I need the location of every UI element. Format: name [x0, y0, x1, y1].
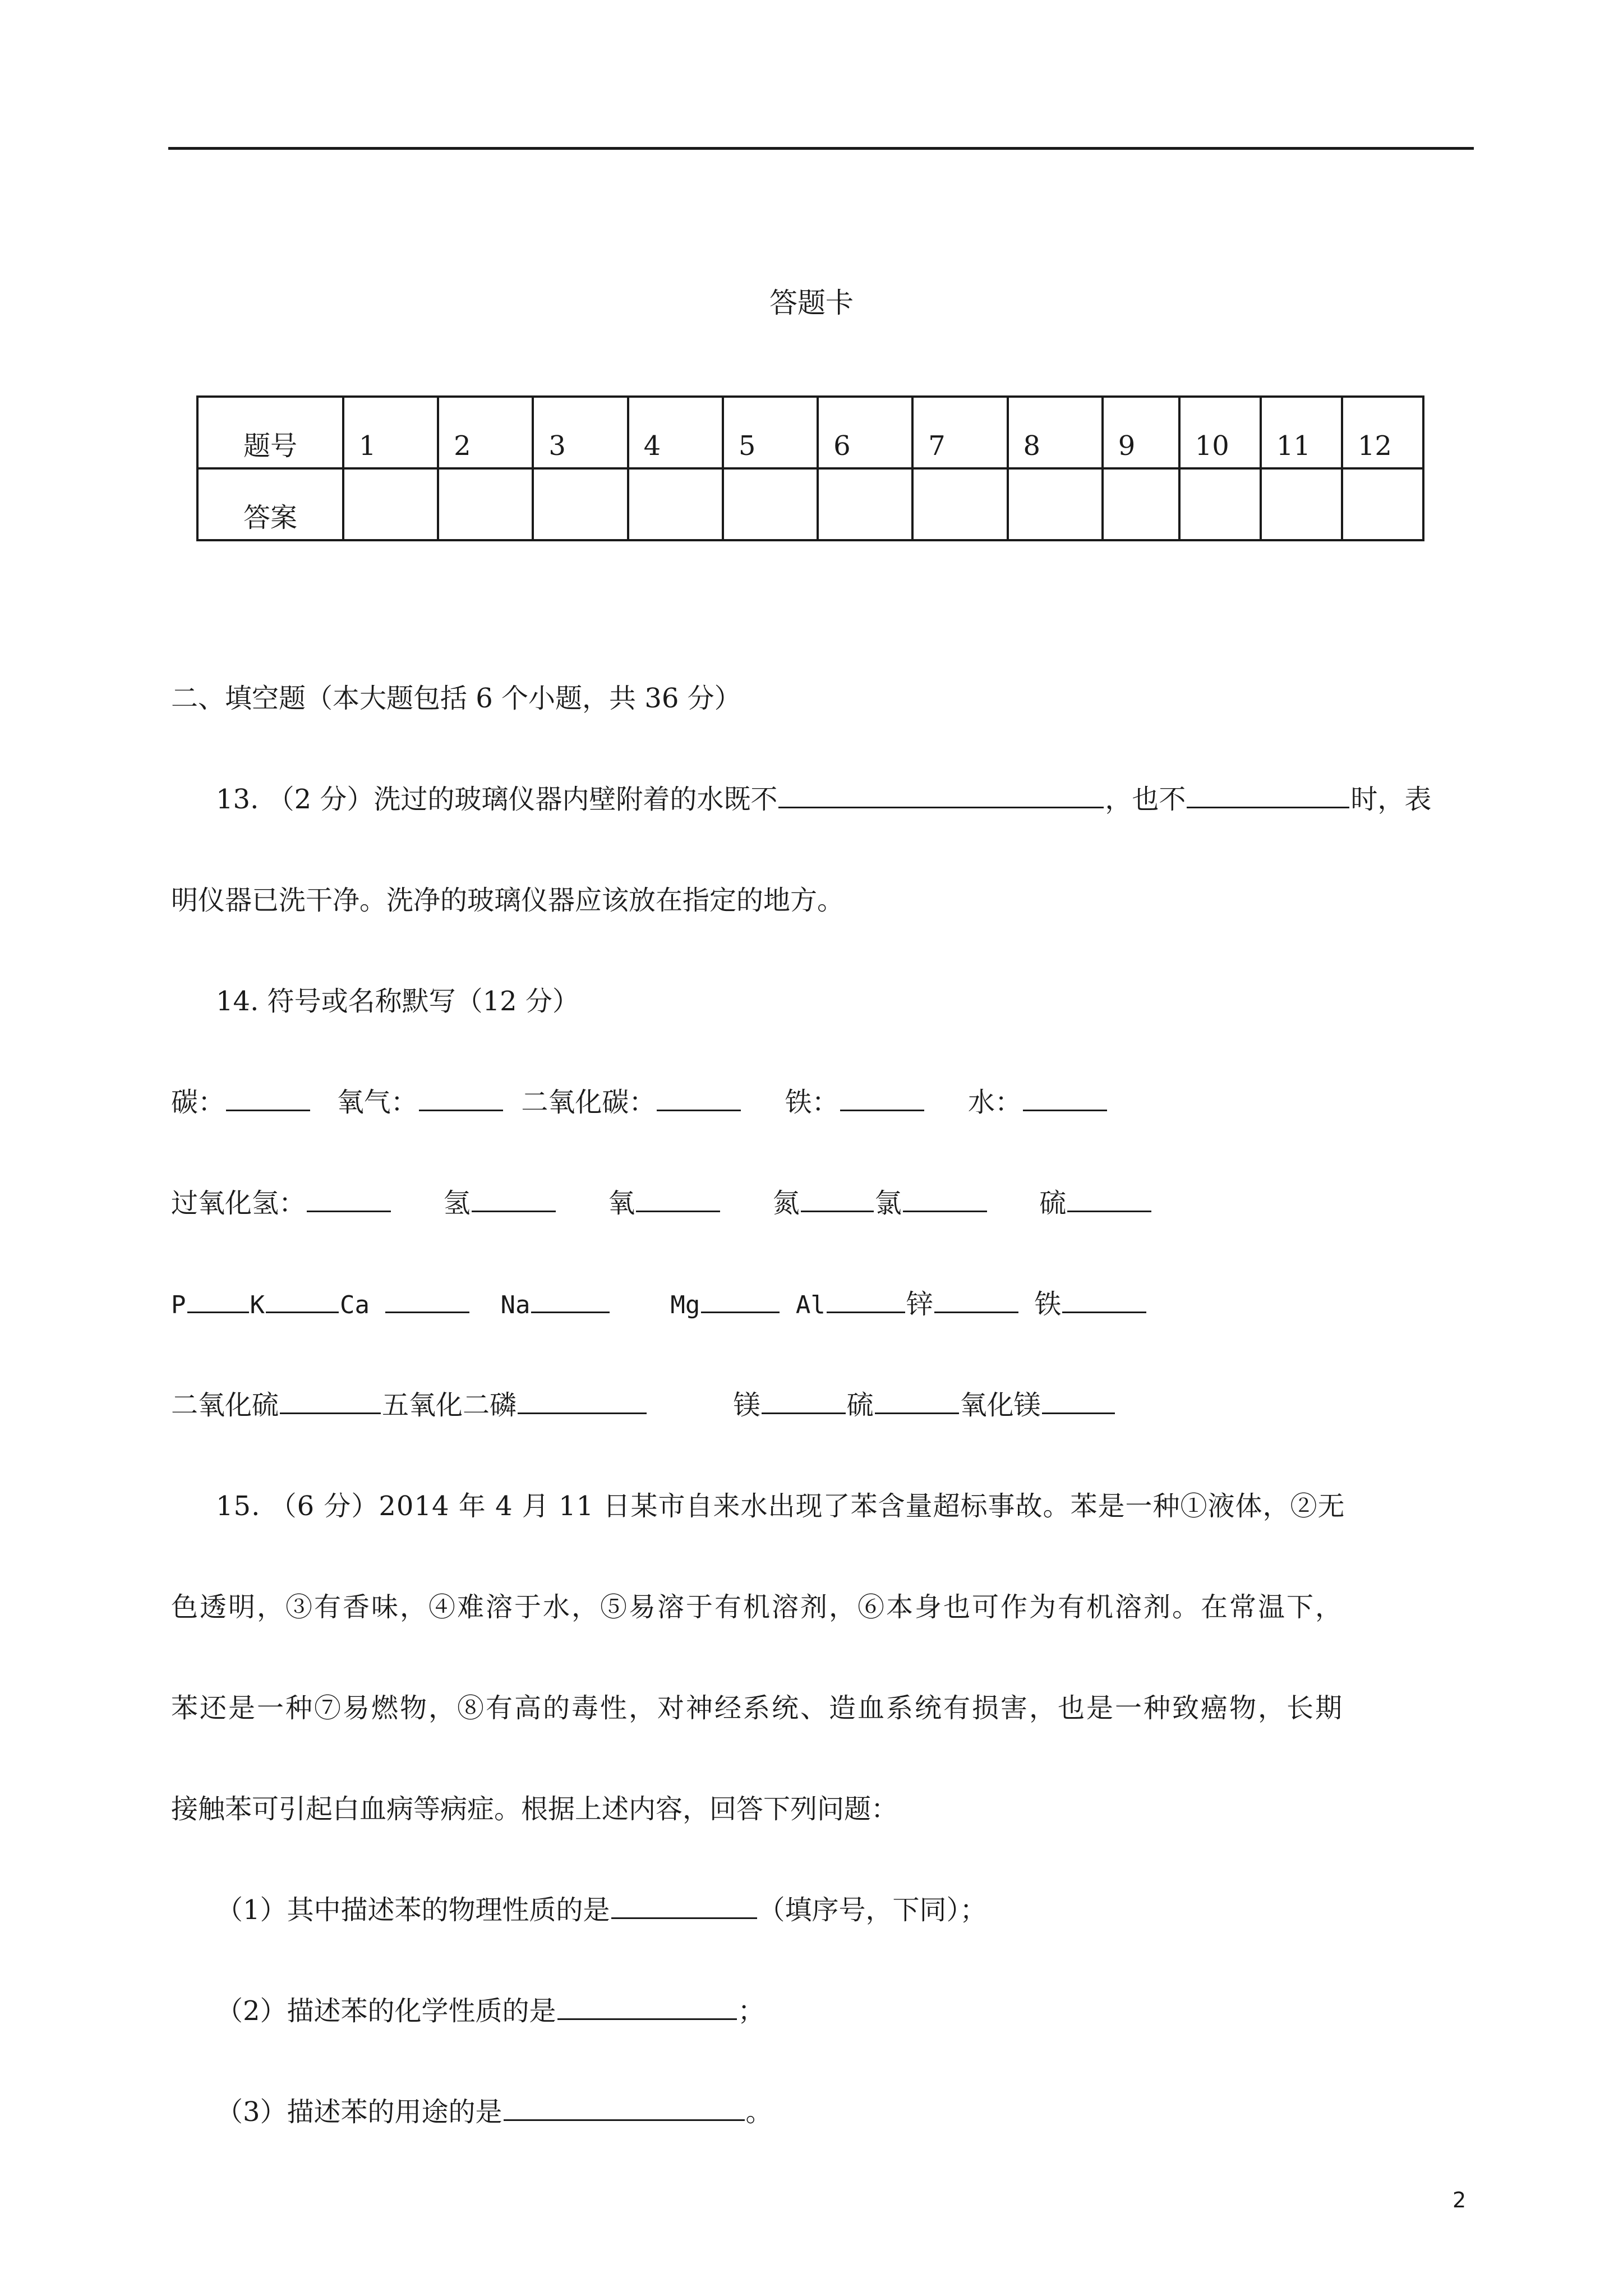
q15-line2: 色透明，③有香味，④难溶于水，⑤易溶于有机溶剂，⑥本身也可作为有机溶剂。在常温下，: [171, 1591, 1344, 1623]
q14-blank[interactable]: [280, 1388, 381, 1414]
q13-text-2: ，也不: [1105, 784, 1186, 815]
q14-label: 氧化镁: [960, 1389, 1041, 1421]
q13-blank-1[interactable]: [778, 782, 1104, 808]
answer-cell[interactable]: [533, 468, 628, 540]
q14-blank[interactable]: [1062, 1287, 1146, 1313]
q15-sub3-tail: 。: [745, 2096, 773, 2128]
q14-label: 氧: [608, 1188, 635, 1219]
answer-row-label: 答案: [197, 468, 343, 540]
q14-row1: [171, 1080, 1108, 1125]
q14-label: 镁: [733, 1389, 760, 1421]
page-number: 2: [1453, 2188, 1467, 2212]
answer-cell[interactable]: [1342, 468, 1423, 540]
q14-label: P: [171, 1291, 186, 1319]
q14-blank[interactable]: [903, 1186, 987, 1212]
q14-blank[interactable]: [1023, 1085, 1107, 1111]
answer-cell[interactable]: [1103, 468, 1179, 540]
q14-blank[interactable]: [875, 1388, 959, 1414]
q14-blank[interactable]: [531, 1287, 610, 1313]
q13-line2: 明仪器已洗干净。洗净的玻璃仪器应该放在指定的地方。: [171, 885, 845, 916]
q13-line1: [216, 777, 1431, 822]
q14-label: 氧气：: [336, 1087, 418, 1118]
q14-label: 氮: [772, 1188, 800, 1219]
answer-cell[interactable]: [343, 468, 438, 540]
q14-blank[interactable]: [187, 1287, 249, 1313]
q15-sub3-blank[interactable]: [504, 2095, 745, 2121]
q14-blank[interactable]: [657, 1085, 741, 1111]
q15-line4: 接触苯可引起白血病等病症。根据上述内容，回答下列问题：: [171, 1793, 898, 1825]
answer-cell[interactable]: [628, 468, 723, 540]
q14-row4: [171, 1383, 1116, 1428]
q15-sub1-text: （1）其中描述苯的物理性质的是: [216, 1894, 610, 1926]
q15-line1: 15. （6 分）2014 年 4 月 11 日某市自来水出现了苯含量超标事故。苯是一种①液体，②无: [216, 1490, 1345, 1522]
q14-title: 14. 符号或名称默写（12 分）: [216, 986, 579, 1017]
q14-blank[interactable]: [827, 1287, 905, 1313]
q15-line3: 苯还是一种⑦易燃物，⑧有高的毒性，对神经系统、造血系统有损害，也是一种致癌物，长期: [171, 1692, 1344, 1724]
q15-sub3-text: （3）描述苯的用途的是: [216, 2096, 502, 2128]
q15-sub3: [216, 2090, 773, 2134]
q14-label: 碳：: [171, 1087, 225, 1118]
q14-blank[interactable]: [307, 1186, 391, 1212]
q14-label: K: [250, 1291, 265, 1319]
q15-sub1-tail: （填序号，下同）；: [758, 1894, 987, 1926]
question-number: 9: [1103, 397, 1179, 468]
q14-blank[interactable]: [1067, 1186, 1151, 1212]
q14-blank[interactable]: [840, 1085, 924, 1111]
question-number: 8: [1008, 397, 1103, 468]
q14-row3: [171, 1282, 1147, 1328]
q14-blank[interactable]: [266, 1287, 339, 1313]
q14-label: 铁：: [785, 1087, 839, 1118]
q14-label: 二氧化碳：: [521, 1087, 656, 1118]
q14-label: 铁: [1034, 1289, 1062, 1320]
answer-cell[interactable]: [438, 468, 533, 540]
question-number: 6: [818, 397, 912, 468]
q14-label: 锌: [906, 1289, 933, 1320]
q14-label: 过氧化氢：: [171, 1188, 306, 1219]
q14-blank[interactable]: [472, 1186, 556, 1212]
q14-label: 氢: [443, 1188, 471, 1219]
number-row-label: 题号: [197, 397, 343, 468]
q14-label: 硫: [846, 1389, 874, 1421]
q14-blank[interactable]: [385, 1287, 469, 1313]
q15-sub2: [216, 1989, 765, 2033]
question-number: 11: [1261, 397, 1342, 468]
question-number: 1: [343, 397, 438, 468]
question-number: 7: [912, 397, 1007, 468]
q15-sub2-tail: ；: [737, 1995, 765, 2027]
q15-sub1-blank[interactable]: [611, 1893, 757, 1919]
q15-sub2-text: （2）描述苯的化学性质的是: [216, 1995, 556, 2027]
answer-row: [197, 468, 1423, 540]
q14-row2: [171, 1181, 1152, 1226]
q14-label: 二氧化硫: [171, 1389, 279, 1421]
question-number: 5: [723, 397, 818, 468]
answer-card-table: [196, 395, 1424, 541]
answer-card-heading: 答题卡: [769, 287, 854, 319]
q14-blank[interactable]: [801, 1186, 874, 1212]
answer-cell[interactable]: [1261, 468, 1342, 540]
answer-cell[interactable]: [1179, 468, 1261, 540]
q14-blank[interactable]: [701, 1287, 780, 1313]
q14-label: Na: [500, 1291, 531, 1319]
q13-text-3: 时，表: [1350, 784, 1432, 815]
question-number: 3: [533, 397, 628, 468]
q14-blank[interactable]: [518, 1388, 647, 1414]
answer-cell[interactable]: [818, 468, 912, 540]
section-title: 二、填空题（本大题包括 6 个小题，共 36 分）: [171, 683, 741, 714]
q14-label: Al: [795, 1291, 826, 1319]
header-rule: [168, 147, 1474, 150]
q14-label: 五氧化二磷: [382, 1389, 517, 1421]
q14-blank[interactable]: [1042, 1388, 1115, 1414]
q14-blank[interactable]: [934, 1287, 1018, 1313]
q14-blank[interactable]: [636, 1186, 720, 1212]
q14-label: 硫: [1039, 1188, 1067, 1219]
answer-cell[interactable]: [912, 468, 1007, 540]
q14-label: 水：: [967, 1087, 1022, 1118]
question-number: 12: [1342, 397, 1423, 468]
q14-blank[interactable]: [419, 1085, 503, 1111]
answer-cell[interactable]: [1008, 468, 1103, 540]
q15-sub2-blank[interactable]: [557, 1994, 737, 2020]
q14-label: 氯: [874, 1188, 902, 1219]
q14-blank[interactable]: [762, 1388, 846, 1414]
question-number: 10: [1179, 397, 1261, 468]
q14-label: Ca: [340, 1291, 370, 1319]
q15-sub1: [216, 1888, 987, 1932]
q14-blank[interactable]: [226, 1085, 310, 1111]
question-number: 4: [628, 397, 723, 468]
q13-blank-2[interactable]: [1187, 782, 1349, 808]
question-number: 2: [438, 397, 533, 468]
number-row: [197, 397, 1423, 468]
answer-cell[interactable]: [723, 468, 818, 540]
q13-text-1: 13. （2 分）洗过的玻璃仪器内壁附着的水既不: [216, 784, 778, 815]
q14-label: Mg: [670, 1291, 700, 1319]
